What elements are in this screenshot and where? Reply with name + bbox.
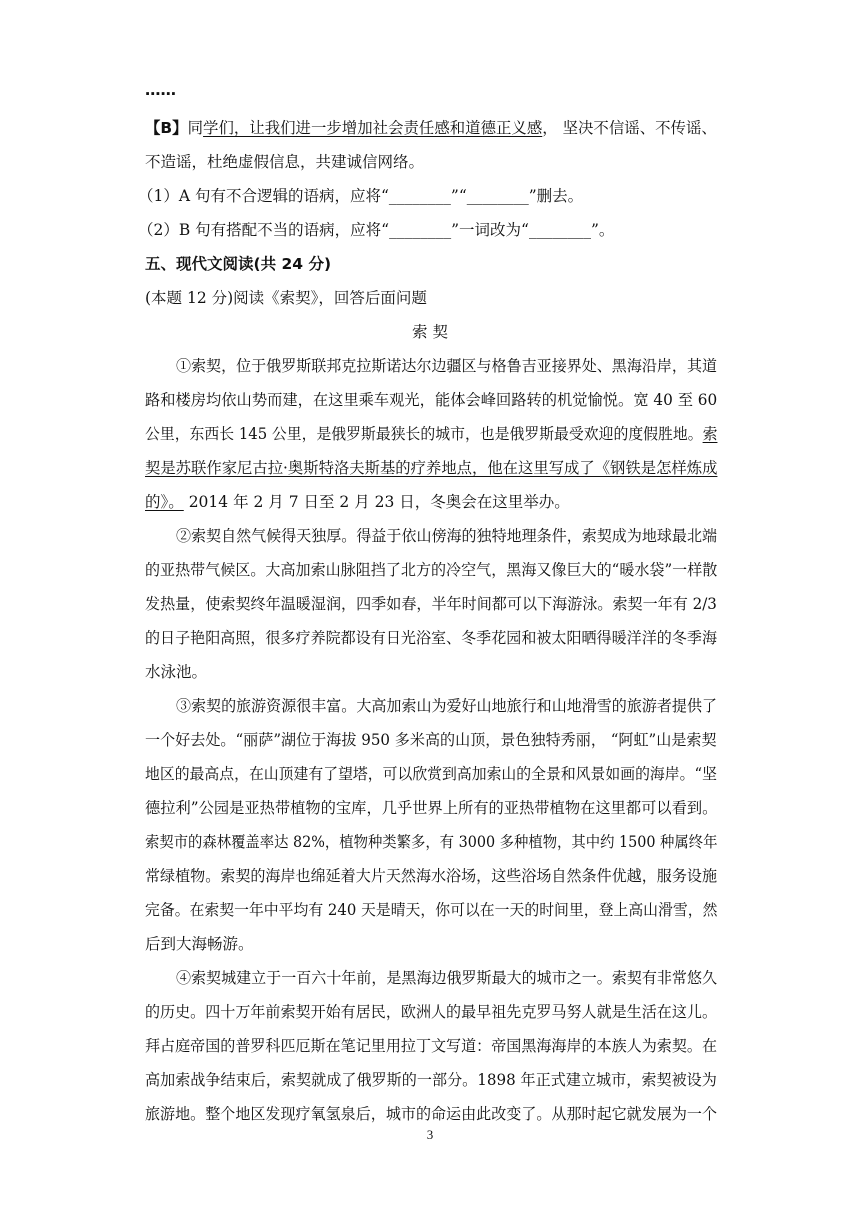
sentence-b-line-1: [145, 118, 717, 138]
para2-line-2: 的亚热带气候区。大高加索山脉阻挡了北方的冷空气，黑海又像巨大的“暖水袋”一样散: [145, 561, 718, 579]
para1-line-3-underlined: 索: [702, 425, 718, 443]
para3-line-5: 索契市的森林覆盖率达 82%，植物种类繁多，有 3000 多种植物，其中约 1500 种属终年: [145, 833, 718, 851]
ellipsis-line: ……: [145, 81, 176, 99]
sentence-b-text-a: 同: [187, 119, 204, 137]
section-heading: 五、现代文阅读(共 24 分): [145, 255, 332, 273]
para3-line-7: 完备。在索契一年中平均有 240 天是晴天，你可以在一天的时间里，登上高山滑雪，然: [145, 901, 718, 919]
page-number: 3: [426, 1127, 434, 1142]
sentence-b-underlined: 学们，让我们进一步增加社会责任感和道德正义感: [203, 119, 543, 137]
para3-line-2: 一个好去处。“丽萨”湖位于海拔 950 多米高的山顶，景色独特秀丽， “阿虹”山是索契: [145, 731, 717, 749]
para2-line-3: 发热量，使索契终年温暖湿润，四季如春，半年时间都可以下海游泳。索契一年有 2/3: [145, 595, 717, 613]
para1-line-3-text: 公里，东西长 145 公里，是俄罗斯最狭长的城市，也是俄罗斯最受欢迎的度假胜地。: [145, 425, 703, 443]
para2-line-4: 的日子艳阳高照，很多疗养院都设有日光浴室、冬季花园和被太阳晒得暖洋洋的冬季海: [145, 629, 718, 647]
para4-line-4: 高加索战争结束后，索契就成了俄罗斯的一部分。1898 年正式建立城市，索契被设为: [145, 1071, 717, 1089]
question-2: （2）B 句有搭配不当的语病，应将“________”一词改为“________”。: [138, 221, 615, 239]
sentence-b-text-b: ， 坚决不信谣、不传谣、: [542, 119, 717, 137]
question-1: （1）A 句有不合逻辑的语病，应将“________”“________”删去。: [138, 187, 584, 205]
para4-line-1: ④索契城建立于一百六十年前，是黑海边俄罗斯最大的城市之一。索契有非常悠久: [176, 969, 718, 987]
para1-line-5: [145, 492, 570, 512]
para1-line-5-underlined: 的》。: [145, 493, 184, 511]
para4-line-2: 的历史。四十万年前索契开始有居民，欧洲人的最早祖先克罗马努人就是生活在这儿。: [145, 1003, 718, 1021]
para1-line-4: 契是苏联作家尼古拉·奥斯特洛夫斯基的疗养地点，他在这里写成了《钢铁是怎样炼成: [145, 459, 718, 477]
para3-line-8: 后到大海畅游。: [145, 935, 254, 953]
label-b: 【B】: [145, 119, 188, 137]
para1-line-3: [145, 424, 717, 444]
para3-line-1: ③索契的旅游资源很丰富。大高加索山为爱好山地旅行和山地滑雪的旅游者提供了: [176, 697, 718, 715]
para2-line-1: ②索契自然气候得天独厚。得益于依山傍海的独特地理条件，索契成为地球最北端: [176, 527, 718, 545]
para3-line-4: 德拉利”公园是亚热带植物的宝库，几乎世界上所有的亚热带植物在这里都可以看到。: [145, 799, 718, 817]
para1-line-2: 路和楼房均依山势而建，在这里乘车观光，能体会峰回路转的机觉愉悦。宽 40 至 60: [145, 391, 718, 409]
reading-instruction: (本题 12 分)阅读《索契》，回答后面问题: [145, 289, 427, 307]
para1-line-5-text: 2014 年 2 月 7 日至 2 月 23 日，冬奥会在这里举办。: [183, 493, 570, 511]
para2-line-5: 水泳池。: [145, 663, 208, 681]
sentence-b-line-2: 不造谣，杜绝虚假信息，共建诚信网络。: [145, 153, 425, 171]
para3-line-6: 常绿植物。索契的海岸也绵延着大片天然海水浴场，这些浴场自然条件优越，服务设施: [145, 867, 718, 885]
article-title: 索 契: [412, 323, 448, 341]
para1-line-1: ①索契，位于俄罗斯联邦克拉斯诺达尔边疆区与格鲁吉亚接界处、黑海沿岸，其道: [176, 357, 718, 375]
para4-line-3: 拜占庭帝国的普罗科匹厄斯在笔记里用拉丁文写道：帝国黑海海岸的本族人为索契。在: [145, 1037, 718, 1055]
para3-line-3: 地区的最高点，在山顶建有了望塔，可以欣赏到高加索山的全景和风景如画的海岸。“坚: [145, 765, 717, 783]
para4-line-5: 旅游地。整个地区发现疗氧氢泉后，城市的命运由此改变了。从那时起它就发展为一个: [145, 1105, 718, 1123]
